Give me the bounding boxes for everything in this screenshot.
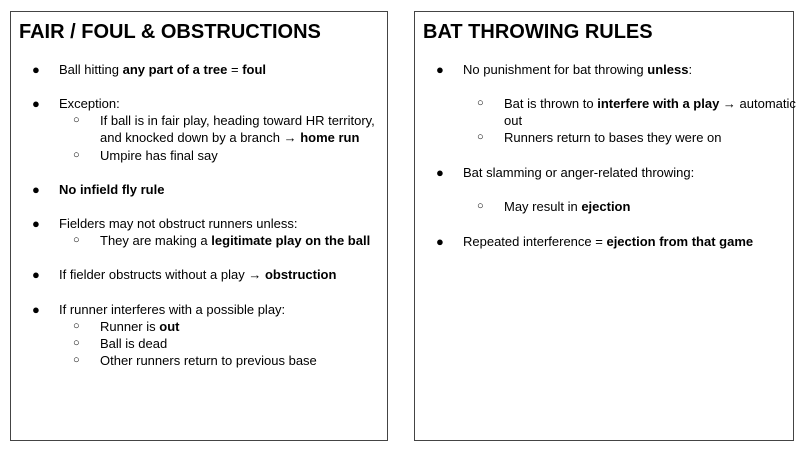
item-emphasis: obstruction	[264, 267, 337, 282]
sub-list-item	[100, 232, 370, 249]
item-emphasis: ejection from that game	[606, 234, 754, 249]
list-item: If runner interferes with a possible play:	[59, 302, 286, 317]
sub-bullet-icon: ○	[73, 320, 80, 332]
sub-bullet-icon: ○	[73, 234, 80, 246]
panel-title: BAT THROWING RULES	[423, 21, 653, 43]
item-emphasis: home run	[300, 130, 360, 145]
item-emphasis: out	[159, 319, 180, 334]
list-item: Bat slamming or anger-related throwing:	[463, 165, 695, 180]
item-text: and knocked down by a branch →	[100, 130, 301, 145]
sub-list-item	[504, 95, 796, 112]
list-item: Exception:	[59, 96, 120, 111]
item-text: :	[688, 62, 693, 77]
item-emphasis: ejection	[581, 199, 631, 214]
bullet-icon: ●	[32, 267, 40, 282]
bullet-icon: ●	[436, 234, 444, 249]
bullet-icon: ●	[436, 62, 444, 77]
sub-bullet-icon: ○	[477, 200, 484, 212]
item-text: =	[227, 62, 243, 77]
item-text: May result in	[504, 199, 582, 214]
sub-bullet-icon: ○	[73, 114, 80, 126]
panel-title: FAIR / FOUL & OBSTRUCTIONS	[19, 21, 321, 43]
bullet-icon: ●	[32, 96, 40, 111]
sub-bullet-icon: ○	[477, 97, 484, 109]
item-emphasis: interfere with a play	[597, 96, 720, 111]
item-text: They are making a	[100, 233, 212, 248]
item-text: No punishment for bat throwing	[463, 62, 648, 77]
sub-bullet-icon: ○	[477, 131, 484, 143]
sub-list-item: Umpire has final say	[100, 148, 218, 163]
sub-list-item: Runners return to bases they were on	[504, 130, 722, 145]
bullet-icon: ●	[32, 182, 40, 197]
bullet-icon: ●	[436, 165, 444, 180]
list-item	[463, 61, 692, 78]
bullet-icon: ●	[32, 62, 40, 77]
sub-list-item	[100, 318, 179, 335]
item-text: If fielder obstructs without a play →	[59, 267, 265, 282]
sub-list-item: If ball is in fair play, heading toward HR territory,	[100, 113, 375, 128]
item-emphasis: any part of a tree	[122, 62, 228, 77]
item-text: Runner is	[100, 319, 160, 334]
item-emphasis: legitimate play on the ball	[211, 233, 371, 248]
item-text: Bat is thrown to	[504, 96, 598, 111]
list-item	[59, 61, 266, 78]
bullet-icon: ●	[32, 216, 40, 231]
item-text: Ball hitting	[59, 62, 123, 77]
sub-bullet-icon: ○	[73, 149, 80, 161]
sub-list-item: Other runners return to previous base	[100, 353, 317, 368]
list-item	[463, 233, 753, 250]
sub-bullet-icon: ○	[73, 354, 80, 366]
bullet-icon: ●	[32, 302, 40, 317]
item-text: → automatic	[719, 96, 796, 111]
item-emphasis: unless	[647, 62, 689, 77]
sub-list-item: Ball is dead	[100, 336, 168, 351]
sub-list-item-continuation	[100, 129, 359, 146]
sub-list-item	[504, 198, 630, 215]
item-emphasis: No infield fly rule	[59, 182, 165, 197]
list-item	[59, 266, 336, 283]
list-item	[59, 181, 164, 198]
item-emphasis: foul	[242, 62, 267, 77]
sub-list-item-continuation: out	[504, 113, 523, 128]
sub-bullet-icon: ○	[73, 337, 80, 349]
bat-throwing-rules-panel	[414, 11, 794, 441]
item-text: Repeated interference =	[463, 234, 607, 249]
list-item: Fielders may not obstruct runners unless:	[59, 216, 298, 231]
fair-foul-obstructions-panel	[10, 11, 388, 441]
